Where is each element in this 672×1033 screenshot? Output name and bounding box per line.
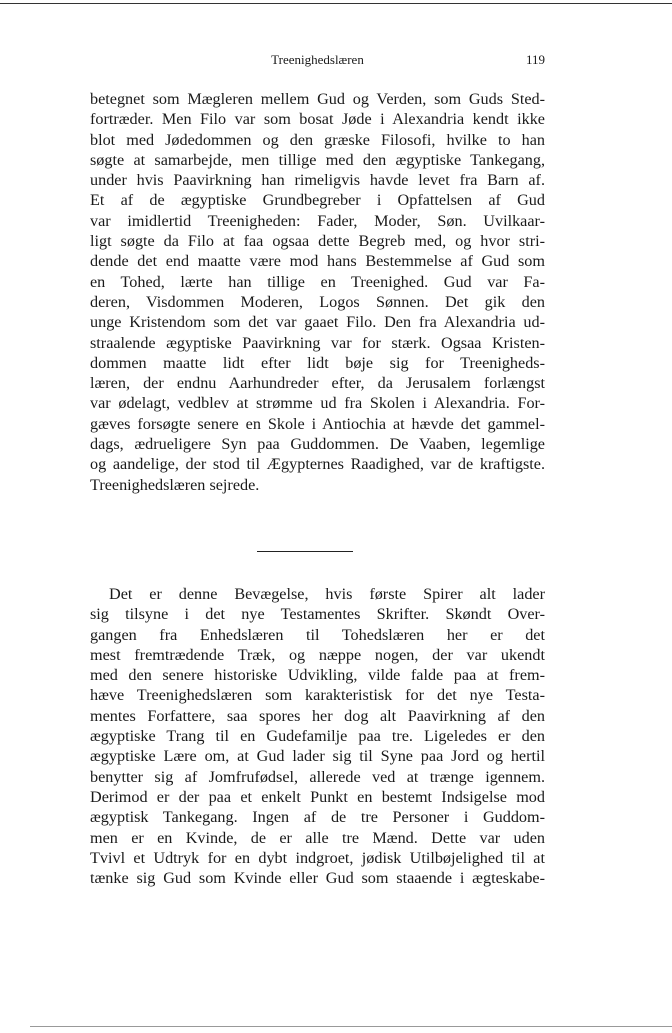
text-line: Tvivl et Udtryk for en dybt indgroet, jødisk Utilbøjelighed til at [90,848,545,867]
text-line: var imidlertid Treenigheden: Fader, Moder, Søn. Uvilkaar- [90,211,545,230]
text-line: sig tilsyne i det nye Testamentes Skrifter. Skøndt Over- [90,605,545,624]
text-line: betegnet som Mægleren mellem Gud og Verden, som Guds Sted- [90,90,545,108]
page-header [90,52,545,72]
text-line: dags, ædrueligere Syn paa Guddommen. De Vaaben, legemlige [90,435,545,454]
text-line: ægyptiske Trang til en Gudefamilje paa tre. Ligeledes er den [90,727,545,746]
text-line: ægyptiske Lære om, at Gud lader sig til Syne paa Jord og hertil [90,747,545,766]
text-line: men er en Kvinde, de er alle tre Mænd. Dette var uden [90,828,545,847]
text-line: ligt søgte da Filo at faa ogsaa dette Begreb med, og hvor stri- [90,232,545,251]
page-number: 119 [525,52,545,67]
text-line: Derimod er der paa et enkelt Punkt en bestemt Indsigelse mod [90,787,545,806]
text-line: unge Kristendom som det var gaaet Filo. Den fra Alexandria ud- [90,313,545,332]
text-line: blot med Jødedommen og den græske Filosofi, hvilke to han [90,130,545,149]
text-line: benytter sig af Jomfrufødsel, allerede ved at trænge igennem. [90,767,545,786]
paragraph-1 [90,89,545,495]
text-line: læren, der endnu Aarhundreder efter, da Jerusalem forlængst [90,374,545,393]
text-line: dommen maatte lidt efter lidt bøje sig for Treenigheds- [90,353,545,372]
text-line: fortræder. Men Filo var som bosat Jøde i Alexandria kendt ikke [90,110,545,129]
scan-edge-top [0,3,672,4]
running-title: Treenighedslæren [271,52,364,67]
paragraph-2 [90,584,545,888]
text-line: en Tohed, lærte han tillige en Treenighed. Gud var Fa- [90,272,545,291]
text-line: mest fremtrædende Træk, og næppe nogen, der var ukendt [90,645,545,664]
scan-edge-bottom [30,1026,672,1027]
text-line: med den senere historiske Udvikling, vilde falde paa at frem- [90,666,545,685]
text-line: hæve Treenighedslæren som karakteristisk for det nye Testa- [90,686,545,705]
text-line: og aandelige, der stod til Ægypternes Raadighed, var de kraftigste. [90,455,545,474]
text-line: Treenighedslæren sejrede. [90,475,260,494]
text-line: straalende ægyptiske Paavirkning var for stærk. Ogsaa Kristen- [90,333,545,352]
section-divider [257,551,353,552]
text-line: gangen fra Enhedslæren til Tohedslæren her er det [90,625,545,644]
text-line: dende det end maatte være mod hans Bestemmelse af Gud som [90,252,545,271]
text-line: under hvis Paavirkning han rimeligvis havde levet fra Barn af. [90,171,545,190]
text-line: deren, Visdommen Moderen, Logos Sønnen. Det gik den [90,292,545,311]
text-line: ægyptisk Tankegang. Ingen af de tre Personer i Guddom- [90,808,545,827]
text-line: gæves forsøgte senere en Skole i Antiochia at hævde det gammel- [90,414,545,433]
text-line: Det er denne Bevægelse, hvis første Spirer alt lader [109,585,545,603]
text-line: mentes Forfattere, saa spores her dog alt Paavirkning af den [90,706,545,725]
text-line: søgte at samarbejde, men tillige med den ægyptiske Tankegang, [90,150,545,169]
text-line: Et af de ægyptiske Grundbegreber i Opfattelsen af Gud [90,191,545,210]
text-line: var ødelagt, vedblev at strømme ud fra Skolen i Alexandria. For- [90,394,545,413]
text-line: tænke sig Gud som Kvinde eller Gud som staaende i ægteskabe- [90,869,545,888]
